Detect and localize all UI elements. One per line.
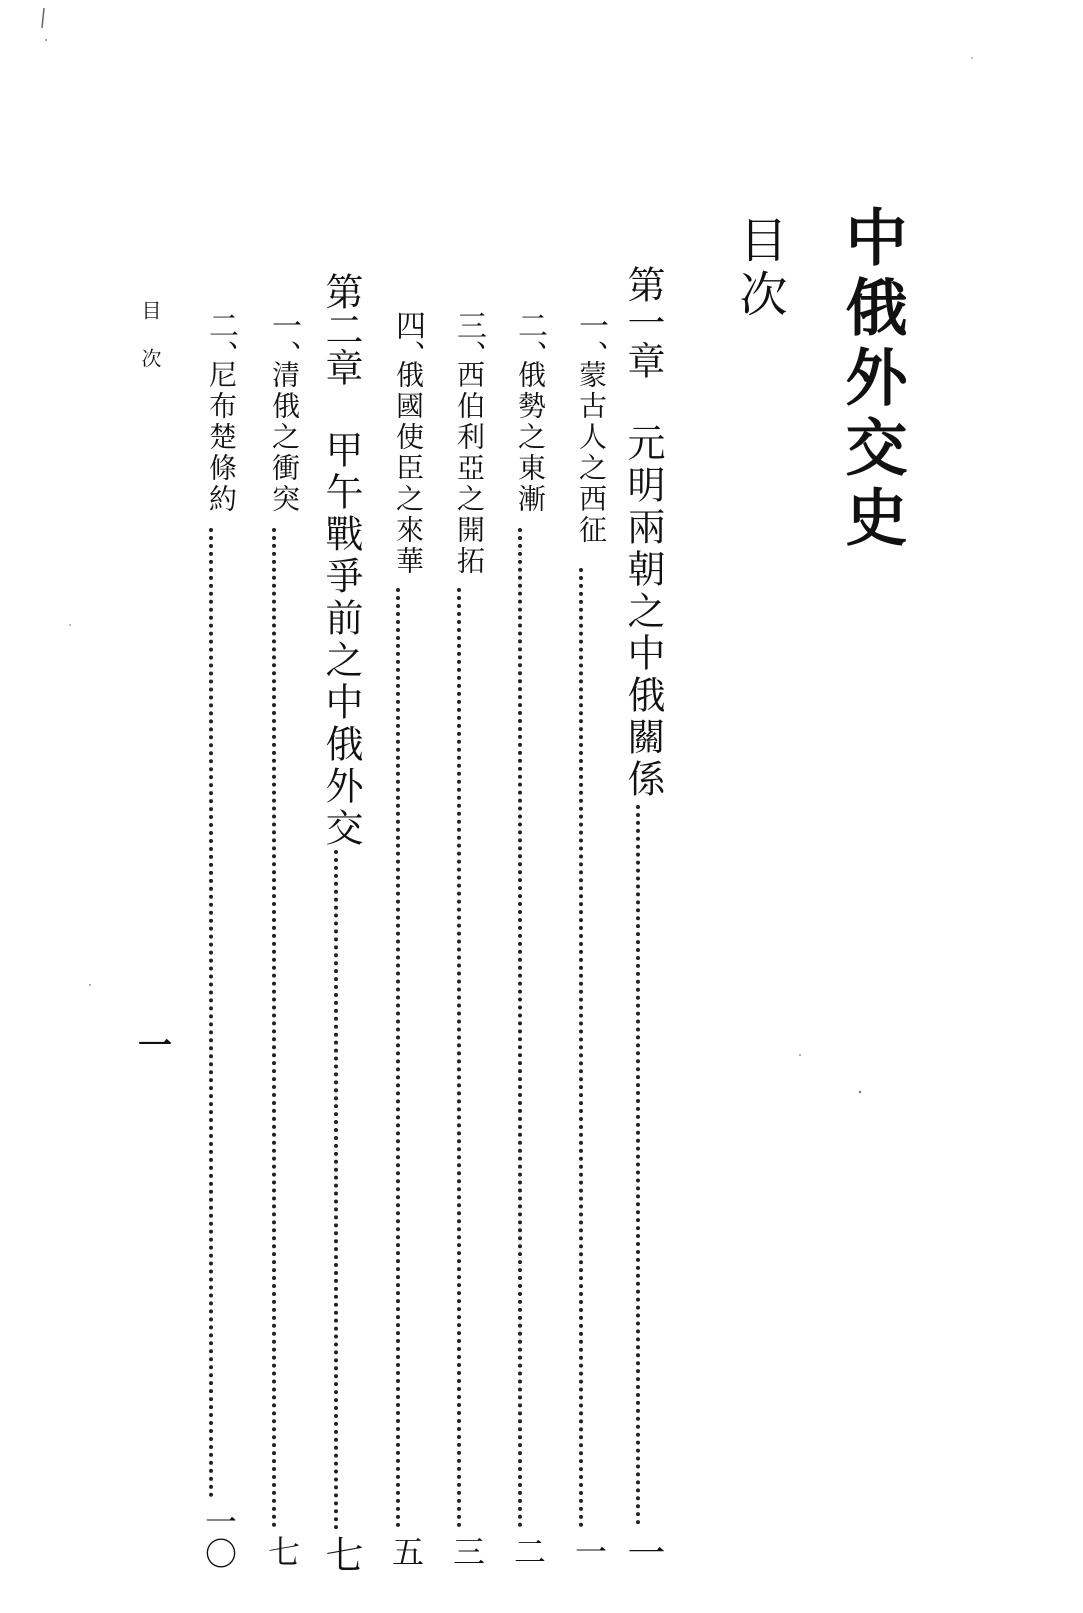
- dotted-leader: [457, 588, 461, 1528]
- dotted-leader: [396, 588, 400, 1528]
- dotted-leader: [579, 568, 583, 1528]
- section-title: 蒙古人之西征: [575, 360, 608, 546]
- section-number: 四、: [390, 310, 425, 370]
- toc-heading: 目次: [731, 215, 787, 323]
- section-number: 三、: [451, 310, 486, 370]
- running-head: 目次: [138, 300, 162, 396]
- chapter-title: 甲午戰爭前之中俄外交: [319, 430, 363, 850]
- section-title: 俄國使臣之來華: [392, 360, 425, 577]
- chapter-title: 元明兩朝之中俄關係: [621, 423, 665, 801]
- section-title: 俄勢之東漸: [514, 360, 547, 515]
- page-number: 七: [263, 1535, 301, 1567]
- page-number: 一〇: [200, 1505, 238, 1569]
- section-number: 一、: [266, 310, 301, 370]
- page-number: 一: [621, 1533, 665, 1571]
- page-number: 三: [448, 1535, 486, 1567]
- section-number: 一、: [573, 310, 608, 370]
- dotted-leader: [209, 528, 213, 1498]
- dotted-leader: [518, 528, 522, 1528]
- chapter-number: 第一章: [621, 265, 665, 379]
- section-title: 西伯利亞之開拓: [453, 360, 486, 577]
- dotted-leader: [334, 850, 338, 1530]
- page-number: 七: [319, 1535, 363, 1573]
- section-title: 清俄之衝突: [268, 360, 301, 515]
- page-number: 二: [509, 1535, 547, 1567]
- chapter-number: 第二章: [319, 272, 363, 386]
- book-title: 中俄外交史: [835, 205, 908, 555]
- section-number: 二、: [512, 310, 547, 370]
- section-number: 二、: [203, 310, 238, 370]
- page-number: 一: [570, 1535, 608, 1567]
- section-title: 尼布楚條約: [205, 360, 238, 515]
- page-folio: 一: [138, 1026, 172, 1066]
- page-number: 五: [387, 1535, 425, 1567]
- dotted-leader: [272, 528, 276, 1528]
- dotted-leader: [636, 805, 640, 1525]
